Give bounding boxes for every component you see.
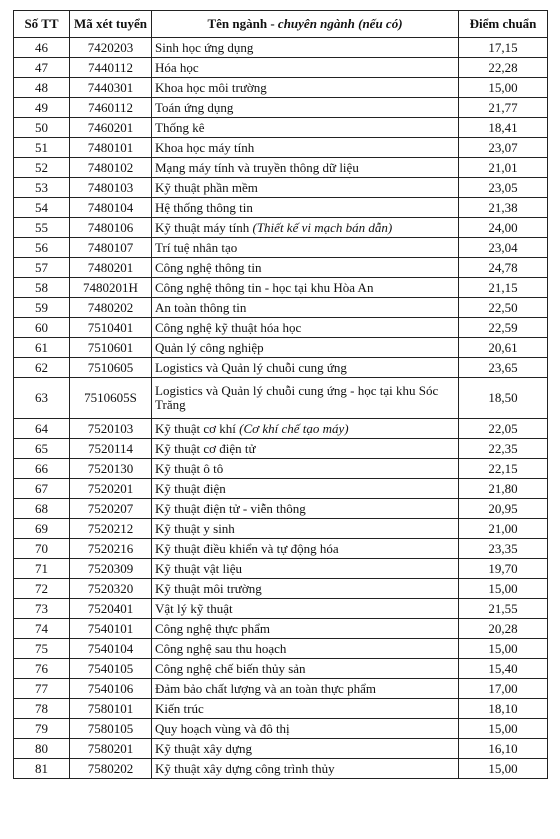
row-stt: 62	[14, 358, 70, 378]
row-diem-chuan: 15,00	[459, 759, 548, 779]
row-ten-nganh	[152, 78, 459, 98]
row-ten-nganh-text: Vật lý kỹ thuật	[155, 600, 233, 616]
row-ten-nganh-text: Kỹ thuật phần mềm	[155, 179, 258, 195]
table-row	[14, 158, 548, 178]
table-row	[14, 318, 548, 338]
row-ten-nganh-text: Toán ứng dụng	[155, 99, 234, 115]
table-row	[14, 539, 548, 559]
row-ten-nganh-note: (Cơ khí chế tạo máy)	[239, 420, 349, 436]
row-diem-chuan: 18,50	[459, 378, 548, 419]
row-ten-nganh	[152, 479, 459, 499]
row-ten-nganh-text: Công nghệ thực phẩm	[155, 620, 271, 636]
row-ten-nganh-text: Kỹ thuật điện	[155, 480, 226, 496]
row-diem-chuan: 23,05	[459, 178, 548, 198]
admission-score-table	[13, 10, 548, 779]
row-ten-nganh-text: Kỹ thuật cơ khí	[155, 420, 240, 436]
row-diem-chuan: 23,07	[459, 138, 548, 158]
row-stt: 54	[14, 198, 70, 218]
row-ten-nganh	[152, 178, 459, 198]
row-ten-nganh-text: An toàn thông tin	[155, 299, 247, 315]
row-stt: 70	[14, 539, 70, 559]
row-stt: 61	[14, 338, 70, 358]
table-row	[14, 639, 548, 659]
row-stt: 52	[14, 158, 70, 178]
table-row	[14, 138, 548, 158]
table-row	[14, 699, 548, 719]
row-ten-nganh-text: Logistics và Quản lý chuỗi cung ứng	[155, 359, 347, 375]
row-ma-xet-tuyen: 7510601	[70, 338, 152, 358]
row-ten-nganh	[152, 238, 459, 258]
table-row	[14, 258, 548, 278]
header-row	[14, 11, 548, 38]
row-ten-nganh	[152, 699, 459, 719]
row-ten-nganh	[152, 439, 459, 459]
row-diem-chuan: 24,00	[459, 218, 548, 238]
row-ten-nganh-text: Kỹ thuật cơ điện tử	[155, 440, 256, 456]
row-ten-nganh	[152, 419, 459, 439]
row-ma-xet-tuyen: 7540106	[70, 679, 152, 699]
row-diem-chuan: 22,35	[459, 439, 548, 459]
table-row	[14, 78, 548, 98]
table-row	[14, 58, 548, 78]
row-ma-xet-tuyen: 7480103	[70, 178, 152, 198]
table-row	[14, 599, 548, 619]
row-ten-nganh-text: Công nghệ kỹ thuật hóa học	[155, 319, 302, 335]
row-ten-nganh	[152, 378, 459, 419]
row-stt: 64	[14, 419, 70, 439]
row-ten-nganh-text: Công nghệ thông tin - học tại khu Hòa An	[155, 279, 374, 295]
row-ten-nganh	[152, 459, 459, 479]
header-ma-xet-tuyen: Mã xét tuyển	[70, 11, 152, 38]
row-diem-chuan: 21,01	[459, 158, 548, 178]
row-stt: 59	[14, 298, 70, 318]
row-ten-nganh-text: Khoa học máy tính	[155, 139, 255, 155]
row-ten-nganh-text: Khoa học môi trường	[155, 79, 267, 95]
row-ten-nganh	[152, 58, 459, 78]
row-diem-chuan: 20,95	[459, 499, 548, 519]
row-stt: 50	[14, 118, 70, 138]
row-diem-chuan: 21,77	[459, 98, 548, 118]
row-stt: 48	[14, 78, 70, 98]
row-ma-xet-tuyen: 7520212	[70, 519, 152, 539]
table-row	[14, 338, 548, 358]
row-ma-xet-tuyen: 7480201H	[70, 278, 152, 298]
row-ten-nganh	[152, 358, 459, 378]
row-stt: 51	[14, 138, 70, 158]
row-stt: 72	[14, 579, 70, 599]
row-diem-chuan: 17,15	[459, 38, 548, 58]
row-stt: 46	[14, 38, 70, 58]
row-diem-chuan: 16,10	[459, 739, 548, 759]
row-ma-xet-tuyen: 7480106	[70, 218, 152, 238]
row-ma-xet-tuyen: 7480102	[70, 158, 152, 178]
row-ma-xet-tuyen: 7510605	[70, 358, 152, 378]
row-ten-nganh-text: Kỹ thuật ô tô	[155, 460, 224, 476]
table-row	[14, 178, 548, 198]
row-ten-nganh-text: Công nghệ chế biến thủy sản	[155, 660, 306, 676]
row-ma-xet-tuyen: 7520103	[70, 419, 152, 439]
row-ten-nganh-text: Kỹ thuật xây dựng công trình thủy	[155, 760, 335, 776]
row-ma-xet-tuyen: 7510605S	[70, 378, 152, 419]
row-ten-nganh	[152, 619, 459, 639]
row-ma-xet-tuyen: 7480201	[70, 258, 152, 278]
table-row	[14, 679, 548, 699]
row-ten-nganh	[152, 98, 459, 118]
row-stt: 77	[14, 679, 70, 699]
row-ten-nganh	[152, 158, 459, 178]
row-stt: 73	[14, 599, 70, 619]
row-stt: 74	[14, 619, 70, 639]
row-ten-nganh-text: Quy hoạch vùng và đô thị	[155, 720, 290, 736]
row-diem-chuan: 23,35	[459, 539, 548, 559]
table-row	[14, 218, 548, 238]
row-ten-nganh-text: Kiến trúc	[155, 700, 204, 716]
row-diem-chuan: 18,41	[459, 118, 548, 138]
row-ma-xet-tuyen: 7480104	[70, 198, 152, 218]
row-stt: 60	[14, 318, 70, 338]
row-ten-nganh	[152, 118, 459, 138]
row-ten-nganh	[152, 218, 459, 238]
table-row	[14, 579, 548, 599]
row-ten-nganh-text: Kỹ thuật vật liệu	[155, 560, 243, 576]
row-stt: 53	[14, 178, 70, 198]
row-ten-nganh-text: Kỹ thuật y sinh	[155, 520, 235, 536]
row-stt: 56	[14, 238, 70, 258]
row-diem-chuan: 21,00	[459, 519, 548, 539]
table-row	[14, 298, 548, 318]
table-row	[14, 479, 548, 499]
header-diem-chuan: Điểm chuẩn	[459, 11, 548, 38]
table-row	[14, 759, 548, 779]
header-ten-nganh-main: Tên ngành -	[207, 16, 278, 31]
row-ten-nganh	[152, 198, 459, 218]
row-ma-xet-tuyen: 7520207	[70, 499, 152, 519]
row-diem-chuan: 15,00	[459, 639, 548, 659]
row-ma-xet-tuyen: 7520309	[70, 559, 152, 579]
row-stt: 65	[14, 439, 70, 459]
row-ten-nganh-text: Kỹ thuật môi trường	[155, 580, 262, 596]
table-row	[14, 98, 548, 118]
row-diem-chuan: 21,15	[459, 278, 548, 298]
row-ten-nganh	[152, 559, 459, 579]
row-stt: 69	[14, 519, 70, 539]
table-row	[14, 619, 548, 639]
row-stt: 55	[14, 218, 70, 238]
table-row	[14, 198, 548, 218]
row-ten-nganh	[152, 539, 459, 559]
row-diem-chuan: 22,50	[459, 298, 548, 318]
row-stt: 67	[14, 479, 70, 499]
row-ma-xet-tuyen: 7580201	[70, 739, 152, 759]
row-stt: 66	[14, 459, 70, 479]
row-ma-xet-tuyen: 7520216	[70, 539, 152, 559]
row-stt: 78	[14, 699, 70, 719]
row-diem-chuan: 22,05	[459, 419, 548, 439]
row-diem-chuan: 15,00	[459, 719, 548, 739]
row-ten-nganh-text: Hóa học	[155, 59, 199, 75]
row-ten-nganh	[152, 338, 459, 358]
table-row	[14, 519, 548, 539]
table-row	[14, 278, 548, 298]
row-stt: 47	[14, 58, 70, 78]
row-ten-nganh	[152, 659, 459, 679]
row-stt: 68	[14, 499, 70, 519]
row-ma-xet-tuyen: 7520201	[70, 479, 152, 499]
row-ma-xet-tuyen: 7510401	[70, 318, 152, 338]
row-ten-nganh-text: Hệ thống thông tin	[155, 199, 253, 215]
row-stt: 79	[14, 719, 70, 739]
table-row	[14, 499, 548, 519]
row-ma-xet-tuyen: 7480101	[70, 138, 152, 158]
row-ten-nganh-text: Kỹ thuật điều khiển và tự động hóa	[155, 540, 339, 556]
row-ten-nganh	[152, 499, 459, 519]
row-diem-chuan: 18,10	[459, 699, 548, 719]
row-ten-nganh	[152, 579, 459, 599]
row-diem-chuan: 23,04	[459, 238, 548, 258]
row-diem-chuan: 23,65	[459, 358, 548, 378]
row-stt: 76	[14, 659, 70, 679]
row-ma-xet-tuyen: 7580105	[70, 719, 152, 739]
row-ten-nganh	[152, 719, 459, 739]
row-ten-nganh	[152, 258, 459, 278]
row-ma-xet-tuyen: 7540104	[70, 639, 152, 659]
table-header	[14, 11, 548, 38]
row-ma-xet-tuyen: 7580101	[70, 699, 152, 719]
row-ten-nganh	[152, 739, 459, 759]
row-stt: 75	[14, 639, 70, 659]
row-ten-nganh-note: (Thiết kế vi mạch bán dẫn)	[252, 219, 393, 235]
row-ten-nganh	[152, 599, 459, 619]
row-ma-xet-tuyen: 7480107	[70, 238, 152, 258]
row-diem-chuan: 21,55	[459, 599, 548, 619]
row-ten-nganh-text: Công nghệ thông tin	[155, 259, 262, 275]
row-ma-xet-tuyen: 7540105	[70, 659, 152, 679]
row-diem-chuan: 15,00	[459, 579, 548, 599]
table-row	[14, 659, 548, 679]
row-ma-xet-tuyen: 7540101	[70, 619, 152, 639]
row-ten-nganh	[152, 38, 459, 58]
row-stt: 80	[14, 739, 70, 759]
row-ma-xet-tuyen: 7520130	[70, 459, 152, 479]
row-diem-chuan: 21,38	[459, 198, 548, 218]
row-ten-nganh-text: Thống kê	[155, 119, 205, 135]
table-body	[14, 38, 548, 779]
row-ten-nganh	[152, 759, 459, 779]
row-ten-nganh-text: Mạng máy tính và truyền thông dữ liệu	[155, 159, 359, 175]
row-stt: 49	[14, 98, 70, 118]
row-stt: 71	[14, 559, 70, 579]
row-ten-nganh	[152, 679, 459, 699]
row-diem-chuan: 24,78	[459, 258, 548, 278]
row-stt: 57	[14, 258, 70, 278]
row-ten-nganh-text: Quản lý công nghiệp	[155, 339, 264, 355]
row-diem-chuan: 15,40	[459, 659, 548, 679]
header-ten-nganh-italic: chuyên ngành (nếu có)	[277, 16, 403, 31]
row-diem-chuan: 20,61	[459, 338, 548, 358]
row-ten-nganh-text: Trí tuệ nhân tạo	[155, 239, 238, 255]
table-row	[14, 439, 548, 459]
row-ma-xet-tuyen: 7520320	[70, 579, 152, 599]
table-row	[14, 419, 548, 439]
row-ma-xet-tuyen: 7440112	[70, 58, 152, 78]
header-ten-nganh	[152, 11, 459, 38]
header-stt: Số TT	[14, 11, 70, 38]
row-diem-chuan: 19,70	[459, 559, 548, 579]
table-row	[14, 559, 548, 579]
row-ten-nganh-text: Logistics và Quản lý chuỗi cung ứng - học tại khu Sóc Trăng	[155, 383, 439, 412]
row-ten-nganh-text: Kỹ thuật xây dựng	[155, 740, 252, 756]
row-ten-nganh-text: Đảm bảo chất lượng và an toàn thực phẩm	[155, 680, 376, 696]
row-ma-xet-tuyen: 7420203	[70, 38, 152, 58]
row-ma-xet-tuyen: 7520401	[70, 599, 152, 619]
row-ma-xet-tuyen: 7520114	[70, 439, 152, 459]
row-ten-nganh	[152, 519, 459, 539]
row-ten-nganh	[152, 138, 459, 158]
row-stt: 58	[14, 278, 70, 298]
row-ten-nganh-text: Kỹ thuật máy tính	[155, 219, 253, 235]
row-ma-xet-tuyen: 7460201	[70, 118, 152, 138]
row-ten-nganh-text: Kỹ thuật điện tử - viễn thông	[155, 500, 306, 516]
row-ma-xet-tuyen: 7460112	[70, 98, 152, 118]
row-diem-chuan: 21,80	[459, 479, 548, 499]
row-diem-chuan: 15,00	[459, 78, 548, 98]
row-stt: 81	[14, 759, 70, 779]
row-stt: 63	[14, 378, 70, 419]
row-diem-chuan: 20,28	[459, 619, 548, 639]
table-row	[14, 739, 548, 759]
table-row	[14, 378, 548, 419]
table-row	[14, 238, 548, 258]
row-ten-nganh	[152, 298, 459, 318]
row-ma-xet-tuyen: 7580202	[70, 759, 152, 779]
table-row	[14, 459, 548, 479]
row-diem-chuan: 17,00	[459, 679, 548, 699]
row-diem-chuan: 22,59	[459, 318, 548, 338]
row-ten-nganh-text: Sinh học ứng dụng	[155, 39, 254, 55]
row-diem-chuan: 22,28	[459, 58, 548, 78]
row-ma-xet-tuyen: 7440301	[70, 78, 152, 98]
table-row	[14, 358, 548, 378]
row-ten-nganh	[152, 639, 459, 659]
row-ten-nganh-text: Công nghệ sau thu hoạch	[155, 640, 287, 656]
row-ten-nganh	[152, 318, 459, 338]
table-row	[14, 38, 548, 58]
row-ten-nganh	[152, 278, 459, 298]
table-row	[14, 719, 548, 739]
table-row	[14, 118, 548, 138]
row-ma-xet-tuyen: 7480202	[70, 298, 152, 318]
row-diem-chuan: 22,15	[459, 459, 548, 479]
